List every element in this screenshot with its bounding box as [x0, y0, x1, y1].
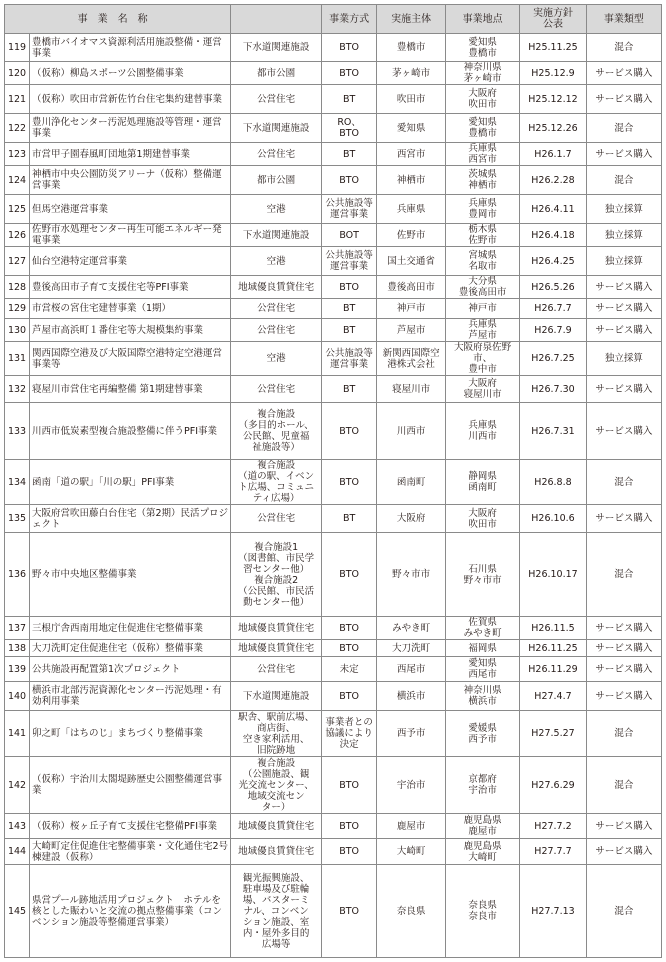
- cell-method: BT: [322, 299, 377, 319]
- cell-method: BTO: [322, 757, 377, 814]
- table-row: [5, 682, 662, 711]
- header-project-name: 事業名称: [5, 5, 231, 34]
- table-row: [5, 711, 662, 757]
- cell-no: 140: [5, 682, 30, 711]
- cell-type: サービス購入: [586, 403, 661, 460]
- cell-method: 未定: [322, 657, 377, 682]
- cell-date: H26.4.18: [520, 224, 587, 247]
- table-row: [5, 814, 662, 839]
- cell-location: 愛媛県 西予市: [446, 711, 520, 757]
- cell-name: 関西国際空港及び大阪国際空港特定空港運営事業等: [30, 342, 231, 376]
- cell-date: H26.10.6: [520, 505, 587, 533]
- cell-no: 138: [5, 640, 30, 657]
- cell-name: 函南「道の駅」「川の駅」PFI事業: [30, 460, 231, 505]
- cell-location: 兵庫県 川西市: [446, 403, 520, 460]
- table-row: [5, 143, 662, 166]
- header-location: 事業地点: [446, 5, 520, 34]
- cell-no: 141: [5, 711, 30, 757]
- cell-body: 兵庫県: [377, 195, 446, 224]
- table-row: [5, 533, 662, 617]
- cell-type: サービス購入: [586, 505, 661, 533]
- table-row: [5, 640, 662, 657]
- cell-method: BT: [322, 319, 377, 342]
- cell-date: H26.7.25: [520, 342, 587, 376]
- cell-name: 公共施設再配置第1次プロジェクト: [30, 657, 231, 682]
- cell-name: 佐野市水処理センター再生可能エネルギー発電事業: [30, 224, 231, 247]
- cell-no: 123: [5, 143, 30, 166]
- table-row: [5, 865, 662, 958]
- cell-body: 大崎町: [377, 839, 446, 865]
- cell-method: 事業者との 協議により 決定: [322, 711, 377, 757]
- cell-location: 神奈川県 横浜市: [446, 682, 520, 711]
- table-row: [5, 276, 662, 299]
- cell-no: 132: [5, 376, 30, 403]
- cell-location: 兵庫県 豊岡市: [446, 195, 520, 224]
- cell-date: H26.4.25: [520, 247, 587, 276]
- cell-facility: 地域優良賃貸住宅: [231, 814, 322, 839]
- cell-no: 119: [5, 34, 30, 62]
- cell-body: 佐野市: [377, 224, 446, 247]
- cell-name: （仮称）柳島スポーツ公園整備事業: [30, 62, 231, 85]
- cell-date: H26.11.25: [520, 640, 587, 657]
- cell-date: H27.7.13: [520, 865, 587, 958]
- cell-facility: 地域優良賃貸住宅: [231, 640, 322, 657]
- cell-facility: 下水道関連施設: [231, 114, 322, 143]
- cell-method: BTO: [322, 62, 377, 85]
- cell-no: 137: [5, 617, 30, 640]
- cell-facility: 観光振興施設、 駐車場及び駐輪 場、バスターミ ナル、コンベン ション施設、室 内・屋外多目的 広場等: [231, 865, 322, 958]
- cell-date: H26.2.28: [520, 166, 587, 195]
- header-announce: 実施方針 公表: [520, 5, 587, 34]
- cell-body: 奈良県: [377, 865, 446, 958]
- cell-body: 西宮市: [377, 143, 446, 166]
- cell-body: 宇治市: [377, 757, 446, 814]
- cell-method: BTO: [322, 460, 377, 505]
- cell-type: 混合: [586, 865, 661, 958]
- cell-no: 124: [5, 166, 30, 195]
- table-row: [5, 247, 662, 276]
- cell-method: BOT: [322, 224, 377, 247]
- cell-date: H26.10.17: [520, 533, 587, 617]
- cell-type: 独立採算: [586, 247, 661, 276]
- cell-date: H25.12.26: [520, 114, 587, 143]
- cell-facility: 公営住宅: [231, 85, 322, 114]
- cell-type: 混合: [586, 166, 661, 195]
- table-header-row: [5, 5, 662, 34]
- cell-body: 芦屋市: [377, 319, 446, 342]
- cell-name: 大崎町定住促進住宅整備事業・文化通住宅2号棟建設（仮称）: [30, 839, 231, 865]
- cell-no: 128: [5, 276, 30, 299]
- table-row: [5, 460, 662, 505]
- cell-type: サービス購入: [586, 376, 661, 403]
- cell-method: BT: [322, 85, 377, 114]
- cell-name: 市営桜の宮住宅建替事業（1期）: [30, 299, 231, 319]
- cell-type: サービス購入: [586, 85, 661, 114]
- cell-location: 茨城県 神栖市: [446, 166, 520, 195]
- cell-method: 公共施設等 運営事業: [322, 195, 377, 224]
- cell-method: RO、 BTO: [322, 114, 377, 143]
- table-row: [5, 342, 662, 376]
- cell-facility: 都市公園: [231, 166, 322, 195]
- cell-date: H25.12.9: [520, 62, 587, 85]
- cell-method: 公共施設等 運営事業: [322, 247, 377, 276]
- cell-location: 京都府 宇治市: [446, 757, 520, 814]
- cell-body: 西尾市: [377, 657, 446, 682]
- cell-type: サービス購入: [586, 682, 661, 711]
- cell-name: 横浜市北部汚泥資源化センター汚泥処理・有効利用事業: [30, 682, 231, 711]
- cell-no: 122: [5, 114, 30, 143]
- cell-method: BTO: [322, 617, 377, 640]
- cell-facility: 複合施設 （道の駅、イベン ト広場、コミュニ ティ広場）: [231, 460, 322, 505]
- cell-name: 三根庁舎西南用地定住促進住宅整備事業: [30, 617, 231, 640]
- cell-method: BT: [322, 505, 377, 533]
- cell-facility: 地域優良賃貸住宅: [231, 617, 322, 640]
- cell-facility: 空港: [231, 342, 322, 376]
- cell-date: H25.11.25: [520, 34, 587, 62]
- cell-date: H27.6.29: [520, 757, 587, 814]
- cell-body: 鹿屋市: [377, 814, 446, 839]
- table-row: [5, 403, 662, 460]
- cell-method: BTO: [322, 865, 377, 958]
- cell-name: （仮称）吹田市営新佐竹台住宅集約建替事業: [30, 85, 231, 114]
- cell-facility: 空港: [231, 247, 322, 276]
- cell-type: 混合: [586, 757, 661, 814]
- cell-facility: 公営住宅: [231, 376, 322, 403]
- cell-body: 豊橋市: [377, 34, 446, 62]
- table-row: [5, 224, 662, 247]
- cell-facility: 複合施設1 （図書館、市民学 習センター他） 複合施設2 （公民館、市民活 動センター他）: [231, 533, 322, 617]
- cell-name: 大刀洗町定住促進住宅（仮称）整備事業: [30, 640, 231, 657]
- cell-location: 大阪府 吹田市: [446, 85, 520, 114]
- cell-date: H27.7.2: [520, 814, 587, 839]
- table-row: [5, 195, 662, 224]
- cell-name: 豊橋市バイオマス資源利活用施設整備・運営事業: [30, 34, 231, 62]
- cell-name: 寝屋川市営住宅再編整備 第1期建替事業: [30, 376, 231, 403]
- cell-facility: 公営住宅: [231, 299, 322, 319]
- cell-method: BT: [322, 143, 377, 166]
- cell-location: 愛知県 豊橋市: [446, 34, 520, 62]
- cell-date: H26.7.7: [520, 299, 587, 319]
- cell-body: 豊後高田市: [377, 276, 446, 299]
- cell-no: 135: [5, 505, 30, 533]
- table-row: [5, 657, 662, 682]
- cell-no: 136: [5, 533, 30, 617]
- table-row: [5, 85, 662, 114]
- cell-date: H26.7.30: [520, 376, 587, 403]
- cell-location: 大分県 豊後高田市: [446, 276, 520, 299]
- cell-type: 混合: [586, 460, 661, 505]
- cell-location: 静岡県 函南町: [446, 460, 520, 505]
- cell-method: BTO: [322, 682, 377, 711]
- cell-no: 127: [5, 247, 30, 276]
- cell-location: 佐賀県 みやき町: [446, 617, 520, 640]
- cell-facility: 複合施設 （公園施設、観 光交流センター、 地域交流セン ター）: [231, 757, 322, 814]
- cell-location: 鹿児島県 鹿屋市: [446, 814, 520, 839]
- cell-method: 公共施設等 運営事業: [322, 342, 377, 376]
- cell-name: 豊川浄化センター汚泥処理施設等管理・運営事業: [30, 114, 231, 143]
- cell-no: 145: [5, 865, 30, 958]
- cell-name: 県営プール跡地活用プロジェクト ホテルを核とした賑わいと交流の拠点整備事業（コンベンション施設等整備運営事業）: [30, 865, 231, 958]
- cell-method: BTO: [322, 533, 377, 617]
- table-row: [5, 505, 662, 533]
- cell-location: 大阪府 寝屋川市: [446, 376, 520, 403]
- cell-location: 兵庫県 芦屋市: [446, 319, 520, 342]
- cell-type: 混合: [586, 114, 661, 143]
- cell-type: サービス購入: [586, 143, 661, 166]
- cell-body: 吹田市: [377, 85, 446, 114]
- cell-no: 129: [5, 299, 30, 319]
- cell-name: 市営甲子園春風町団地第1期建替事業: [30, 143, 231, 166]
- cell-name: 野々市中央地区整備事業: [30, 533, 231, 617]
- cell-method: BTO: [322, 640, 377, 657]
- cell-type: 独立採算: [586, 342, 661, 376]
- cell-body: 神栖市: [377, 166, 446, 195]
- cell-location: 宮城県 名取市: [446, 247, 520, 276]
- header-type: 事業類型: [586, 5, 661, 34]
- cell-type: 独立採算: [586, 224, 661, 247]
- cell-location: 神戸市: [446, 299, 520, 319]
- cell-body: 西予市: [377, 711, 446, 757]
- cell-type: サービス購入: [586, 657, 661, 682]
- cell-type: サービス購入: [586, 299, 661, 319]
- cell-method: BTO: [322, 166, 377, 195]
- cell-type: 混合: [586, 711, 661, 757]
- cell-location: 愛知県 西尾市: [446, 657, 520, 682]
- cell-body: 横浜市: [377, 682, 446, 711]
- cell-name: 仙台空港特定運営事業: [30, 247, 231, 276]
- cell-type: サービス購入: [586, 839, 661, 865]
- cell-location: 石川県 野々市市: [446, 533, 520, 617]
- cell-date: H26.11.29: [520, 657, 587, 682]
- cell-body: 野々市市: [377, 533, 446, 617]
- cell-location: 奈良県 奈良市: [446, 865, 520, 958]
- header-body: 実施主体: [377, 5, 446, 34]
- cell-facility: 都市公園: [231, 62, 322, 85]
- cell-location: 神奈川県 茅ヶ崎市: [446, 62, 520, 85]
- cell-no: 121: [5, 85, 30, 114]
- table-row: [5, 839, 662, 865]
- cell-date: H27.7.7: [520, 839, 587, 865]
- cell-no: 144: [5, 839, 30, 865]
- cell-date: H26.11.5: [520, 617, 587, 640]
- cell-method: BTO: [322, 814, 377, 839]
- cell-method: BTO: [322, 403, 377, 460]
- cell-type: サービス購入: [586, 276, 661, 299]
- cell-location: 大阪府泉佐野市、 豊中市: [446, 342, 520, 376]
- cell-type: サービス購入: [586, 62, 661, 85]
- cell-type: サービス購入: [586, 617, 661, 640]
- cell-facility: 下水道関連施設: [231, 224, 322, 247]
- cell-location: 大阪府 吹田市: [446, 505, 520, 533]
- cell-method: BT: [322, 376, 377, 403]
- cell-facility: 複合施設 （多目的ホール、 公民館、児童福 祉施設等）: [231, 403, 322, 460]
- header-method: 事業方式: [322, 5, 377, 34]
- cell-method: BTO: [322, 276, 377, 299]
- cell-date: H27.4.7: [520, 682, 587, 711]
- table-row: [5, 617, 662, 640]
- cell-method: BTO: [322, 839, 377, 865]
- cell-body: 国土交通省: [377, 247, 446, 276]
- cell-facility: 駅舎、駅前広場、 商店街、 空き家利活用、 旧院跡地: [231, 711, 322, 757]
- cell-name: （仮称）桜ヶ丘子育て支援住宅整備PFI事業: [30, 814, 231, 839]
- cell-type: サービス購入: [586, 640, 661, 657]
- cell-method: BTO: [322, 34, 377, 62]
- cell-body: 神戸市: [377, 299, 446, 319]
- table-row: [5, 62, 662, 85]
- cell-type: 混合: [586, 34, 661, 62]
- cell-no: 134: [5, 460, 30, 505]
- cell-type: 独立採算: [586, 195, 661, 224]
- cell-date: H27.5.27: [520, 711, 587, 757]
- cell-date: H26.5.26: [520, 276, 587, 299]
- cell-name: 卯之町「はちのじ」まちづくり整備事業: [30, 711, 231, 757]
- cell-location: 鹿児島県 大崎町: [446, 839, 520, 865]
- cell-no: 131: [5, 342, 30, 376]
- cell-facility: 空港: [231, 195, 322, 224]
- cell-body: みやき町: [377, 617, 446, 640]
- cell-facility: 地域優良賃貸住宅: [231, 276, 322, 299]
- cell-body: 新関西国際空 港株式会社: [377, 342, 446, 376]
- cell-date: H26.7.9: [520, 319, 587, 342]
- cell-type: 混合: [586, 533, 661, 617]
- cell-no: 125: [5, 195, 30, 224]
- cell-facility: 公営住宅: [231, 319, 322, 342]
- cell-location: 栃木県 佐野市: [446, 224, 520, 247]
- cell-date: H26.7.31: [520, 403, 587, 460]
- cell-location: 福岡県: [446, 640, 520, 657]
- cell-location: 愛知県 豊橋市: [446, 114, 520, 143]
- project-table: [4, 4, 662, 958]
- table-row: [5, 299, 662, 319]
- cell-body: 寝屋川市: [377, 376, 446, 403]
- cell-no: 143: [5, 814, 30, 839]
- cell-name: 川西市低炭素型複合施設整備に伴うPFI事業: [30, 403, 231, 460]
- cell-facility: 公営住宅: [231, 657, 322, 682]
- cell-body: 函南町: [377, 460, 446, 505]
- table-row: [5, 166, 662, 195]
- cell-name: 大阪府営吹田藤白台住宅（第2期）民活プロジェクト: [30, 505, 231, 533]
- cell-type: サービス購入: [586, 319, 661, 342]
- table-row: [5, 319, 662, 342]
- cell-facility: 地域優良賃貸住宅: [231, 839, 322, 865]
- table-body: [5, 34, 662, 958]
- cell-name: 神栖市中央公園防災アリーナ（仮称）整備運営事業: [30, 166, 231, 195]
- cell-name: 豊後高田市子育て支援住宅等PFI事業: [30, 276, 231, 299]
- cell-facility: 公営住宅: [231, 505, 322, 533]
- cell-body: 愛知県: [377, 114, 446, 143]
- cell-no: 120: [5, 62, 30, 85]
- table-row: [5, 376, 662, 403]
- cell-no: 130: [5, 319, 30, 342]
- cell-no: 126: [5, 224, 30, 247]
- cell-name: 但馬空港運営事業: [30, 195, 231, 224]
- header-facility: [231, 5, 322, 34]
- table-row: [5, 34, 662, 62]
- table-row: [5, 114, 662, 143]
- table-row: [5, 757, 662, 814]
- cell-name: 芦屋市高浜町１番住宅等大規模集約事業: [30, 319, 231, 342]
- cell-no: 142: [5, 757, 30, 814]
- cell-type: サービス購入: [586, 814, 661, 839]
- cell-date: H25.12.12: [520, 85, 587, 114]
- cell-body: 大刀洗町: [377, 640, 446, 657]
- cell-facility: 下水道関連施設: [231, 682, 322, 711]
- cell-facility: 下水道関連施設: [231, 34, 322, 62]
- cell-no: 139: [5, 657, 30, 682]
- cell-no: 133: [5, 403, 30, 460]
- cell-body: 川西市: [377, 403, 446, 460]
- cell-date: H26.8.8: [520, 460, 587, 505]
- cell-facility: 公営住宅: [231, 143, 322, 166]
- cell-name: （仮称）宇治川太閤堤跡歴史公園整備運営事業: [30, 757, 231, 814]
- cell-date: H26.1.7: [520, 143, 587, 166]
- cell-location: 兵庫県 西宮市: [446, 143, 520, 166]
- cell-body: 大阪府: [377, 505, 446, 533]
- cell-body: 茅ヶ崎市: [377, 62, 446, 85]
- cell-date: H26.4.11: [520, 195, 587, 224]
